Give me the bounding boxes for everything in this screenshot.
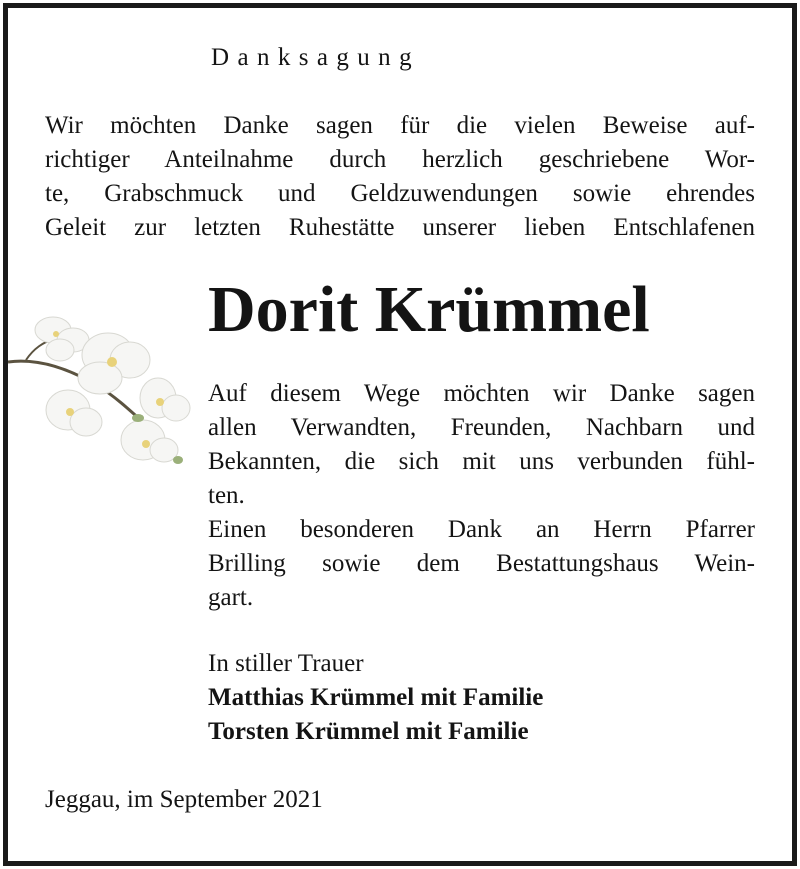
notice-heading: Danksagung — [211, 44, 420, 71]
body-line-2: allen Verwandten, Freunden, Nachbarn und — [208, 414, 755, 441]
body-line-3: Bekannten, die sich mit uns verbunden fühl- — [208, 448, 755, 475]
body-line-7: gart. — [208, 584, 254, 611]
intro-line-1: Wir möchten Danke sagen für die vielen Beweise auf- — [45, 112, 755, 139]
orchid-icon — [8, 300, 198, 480]
intro-line-4: Geleit zur letzten Ruhestätte unserer lieben Entschlafenen — [45, 214, 755, 241]
intro-line-3: te, Grabschmuck und Geldzuwendungen sowie ehrendes — [45, 180, 755, 207]
body-line-5: Einen besonderen Dank an Herrn Pfarrer — [208, 516, 755, 543]
body-line-1: Auf diesem Wege möchten wir Danke sagen — [208, 380, 755, 407]
mourning-phrase: In stiller Trauer — [208, 650, 364, 677]
body-line-6: Brilling sowie dem Bestattungshaus Wein- — [208, 550, 755, 577]
intro-line-2: richtiger Anteilnahme durch herzlich geschriebene Wor- — [45, 146, 755, 173]
signatory-2: Torsten Krümmel mit Familie — [208, 718, 529, 745]
signatory-1: Matthias Krümmel mit Familie — [208, 684, 544, 711]
place-date: Jeggau, im September 2021 — [45, 786, 323, 813]
body-line-4: ten. — [208, 482, 245, 509]
deceased-name: Dorit Krümmel — [208, 273, 650, 346]
